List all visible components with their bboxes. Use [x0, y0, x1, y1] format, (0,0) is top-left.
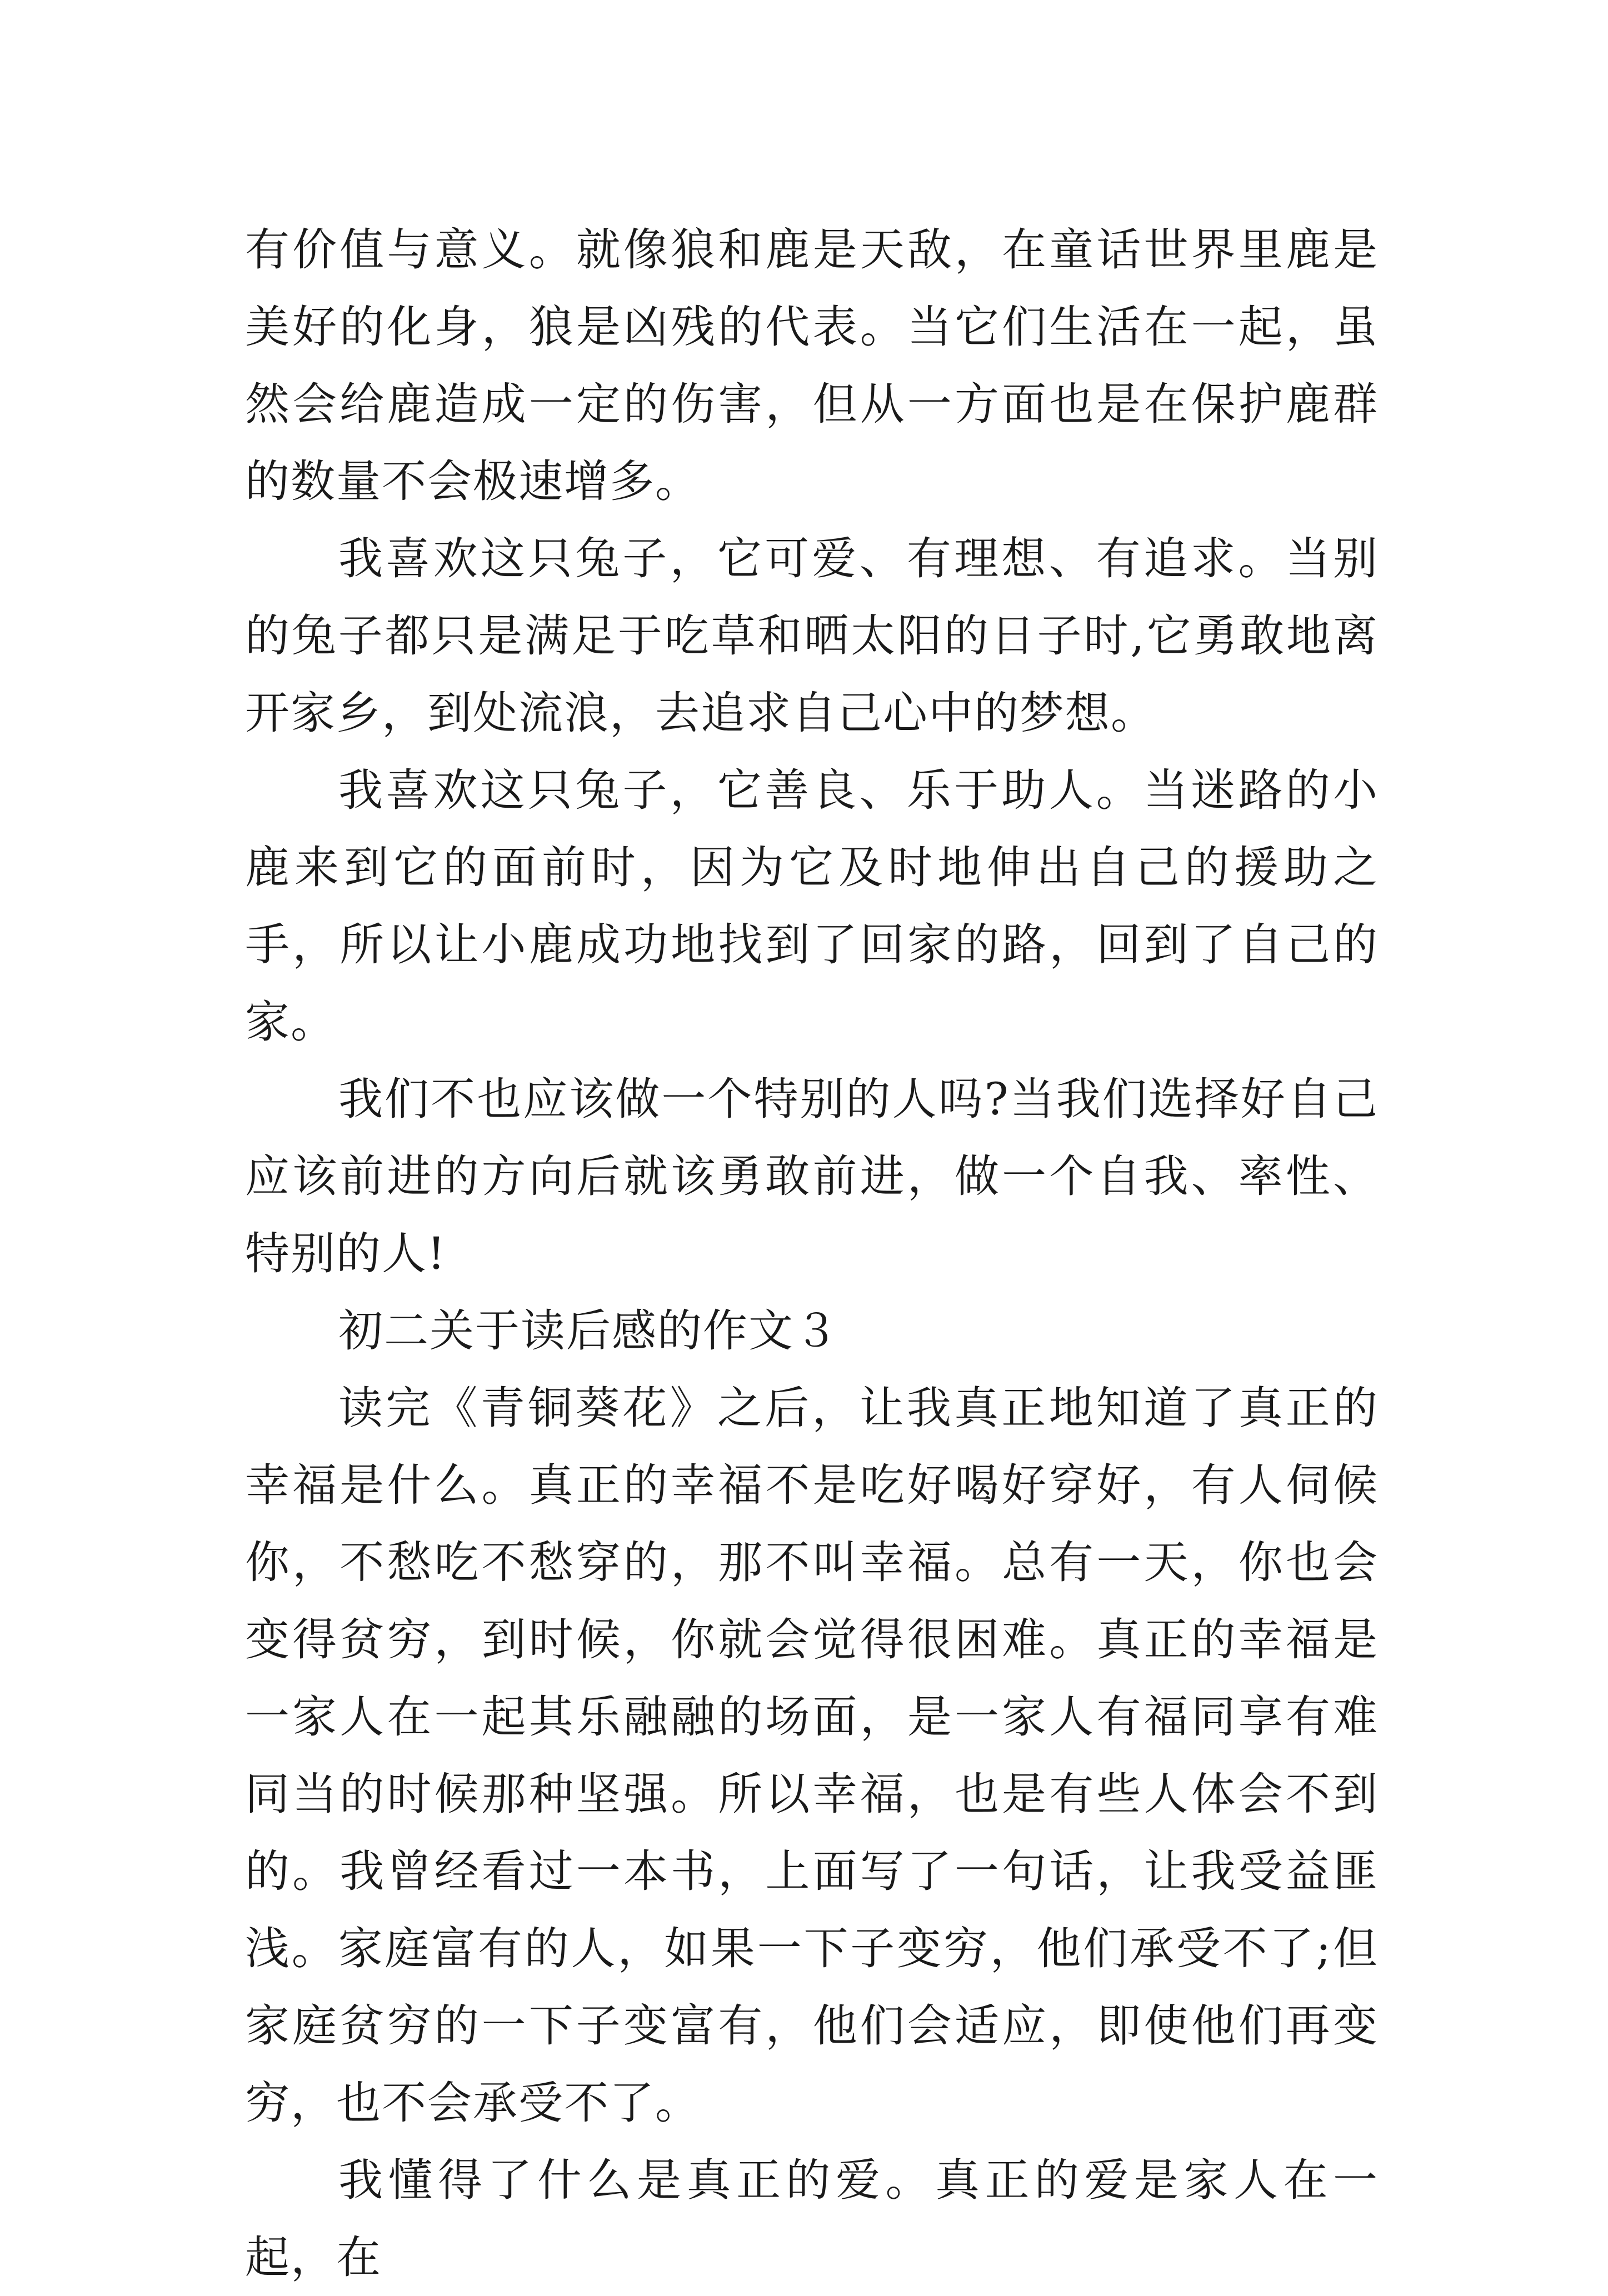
- paragraph-4: 我们不也应该做一个特别的人吗?当我们选择好自己应该前进的方向后就该勇敢前进，做一个自我、率性、特别的人!: [245, 1073, 1379, 1279]
- paragraph-6: 我懂得了什么是真正的爱。真正的爱是家人在一起，在: [245, 2154, 1379, 2283]
- section-heading: 初二关于读后感的作文３: [338, 1305, 840, 1357]
- paragraph-5: 读完《青铜葵花》之后，让我真正地知道了真正的幸福是什么。真正的幸福不是吃好喝好穿好，有人伺候你，不愁吃不愁穿的，那不叫幸福。总有一天，你也会变得贫穷，到时候，你就会觉得很困难。真正的幸福是一家人在一起其乐融融的场面，是一家人有福同享有难同当的时候那种坚强。所以幸福，也是有些人体会不到的。我曾经看过一本书，上面写了一句话，让我受益匪浅。家庭富有的人，如果一下子变穷，他们承受不了;但家庭贫穷的一下子变富有，他们会适应，即使他们再变穷，也不会承受不了。: [245, 1382, 1379, 2129]
- paragraph-1: 有价值与意义。就像狼和鹿是天敌，在童话世界里鹿是美好的化身，狼是凶残的代表。当它们生活在一起，虽然会给鹿造成一定的伤害，但从一方面也是在保护鹿群的数量不会极速增多。: [245, 224, 1379, 507]
- paragraph-2: 我喜欢这只兔子，它可爱、有理想、有追求。当别的兔子都只是满足于吃草和晒太阳的日子时,它勇敢地离开家乡，到处流浪，去追求自己心中的梦想。: [245, 533, 1379, 739]
- document-body: [245, 211, 1379, 2296]
- paragraph-3: 我喜欢这只兔子，它善良、乐于助人。当迷路的小鹿来到它的面前时，因为它及时地伸出自己的援助之手，所以让小鹿成功地找到了回家的路，回到了自己的家。: [245, 764, 1379, 1048]
